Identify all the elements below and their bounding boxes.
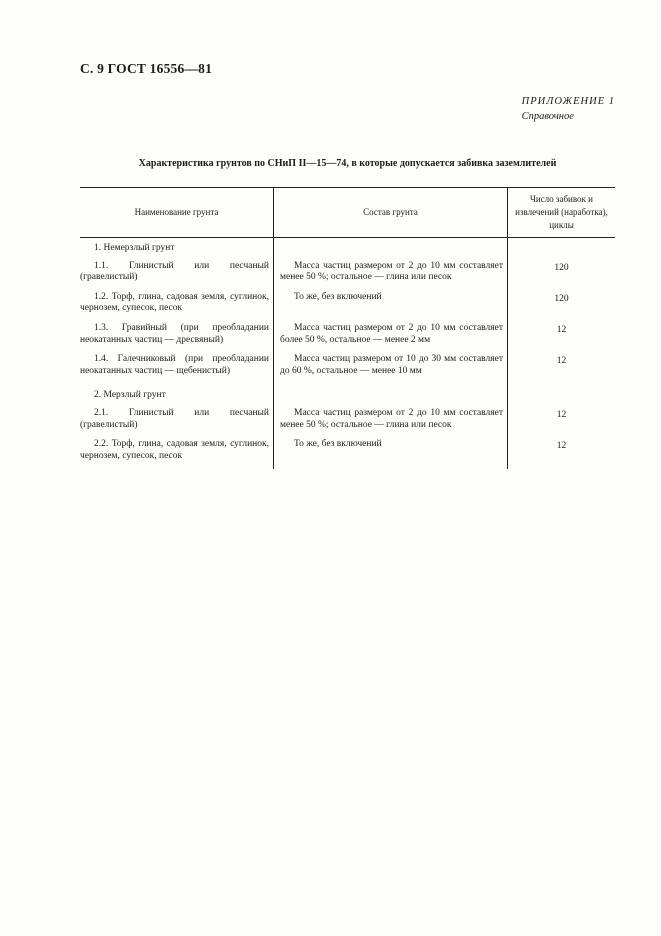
table-row: [80, 354, 615, 385]
section-row: [80, 385, 615, 408]
appendix-block: [522, 94, 615, 124]
soil-name: 1.4. Галечниковый (при преобладании неокатанных частиц — щебенистый): [80, 354, 269, 376]
table-row: [80, 261, 615, 292]
soil-composition: Масса частиц размером от 2 до 10 мм составляет менее 50 %; остальное — глина или песок: [280, 407, 503, 430]
soil-composition: Масса частиц размером от 2 до 10 мм составляет менее 50 %; остальное — глина или песок: [280, 260, 503, 283]
column-header-cycles: Число забивок и извлечений (наработка), циклы: [508, 188, 616, 238]
soil-name: 2.1. Глинистый или песчаный (гравелистый): [80, 407, 269, 430]
soil-composition: То же, без включений: [294, 291, 382, 302]
soil-name: 1.3. Гравийный (при преобладании неокатанных частиц — дресвяный): [80, 322, 269, 345]
soil-cycles: 12: [556, 324, 567, 335]
table-row: [80, 323, 615, 354]
section-title: 2. Мерзлый грунт: [94, 390, 166, 401]
soil-cycles: 120: [554, 262, 569, 273]
soil-table: [80, 187, 615, 469]
section-row: [80, 238, 615, 261]
appendix-kind: Справочное: [521, 111, 574, 122]
soil-name: 1.2. Торф, глина, садовая земля, суглинок, чернозем, супесок, песок: [80, 291, 269, 314]
soil-cycles: 12: [556, 356, 567, 367]
section-title: 1. Немерзлый грунт: [94, 243, 175, 253]
appendix-label: ПРИЛОЖЕНИЕ 1: [521, 96, 615, 107]
table-row: [80, 292, 615, 323]
column-header-composition: Состав грунта: [274, 188, 508, 238]
column-header-name: Наименование грунта: [80, 188, 274, 238]
soil-cycles: 12: [556, 441, 567, 452]
table-title: Характеристика грунтов по СНиП II—15—74, в которые допускается забивка заземлителей: [138, 158, 557, 169]
table-header-row: [80, 188, 615, 238]
soil-composition: Масса частиц размером от 2 до 10 мм составляет более 50 %, остальное — менее 2 мм: [280, 322, 503, 345]
soil-name: 1.1. Глинистый или песчаный (гравелистый): [80, 260, 269, 283]
soil-cycles: 12: [556, 409, 567, 420]
soil-composition: То же, без включений: [294, 439, 382, 450]
soil-cycles: 120: [554, 293, 569, 304]
table-row: [80, 439, 615, 469]
page-header: С. 9 ГОСТ 16556—81: [80, 61, 213, 76]
soil-composition: Масса частиц размером от 10 до 30 мм составляет до 60 %, остальное — менее 10 мм: [280, 354, 503, 376]
soil-name: 2.2. Торф, глина, садовая земля, суглинок, чернозем, супесок, песок: [80, 439, 269, 461]
table-row: [80, 408, 615, 439]
